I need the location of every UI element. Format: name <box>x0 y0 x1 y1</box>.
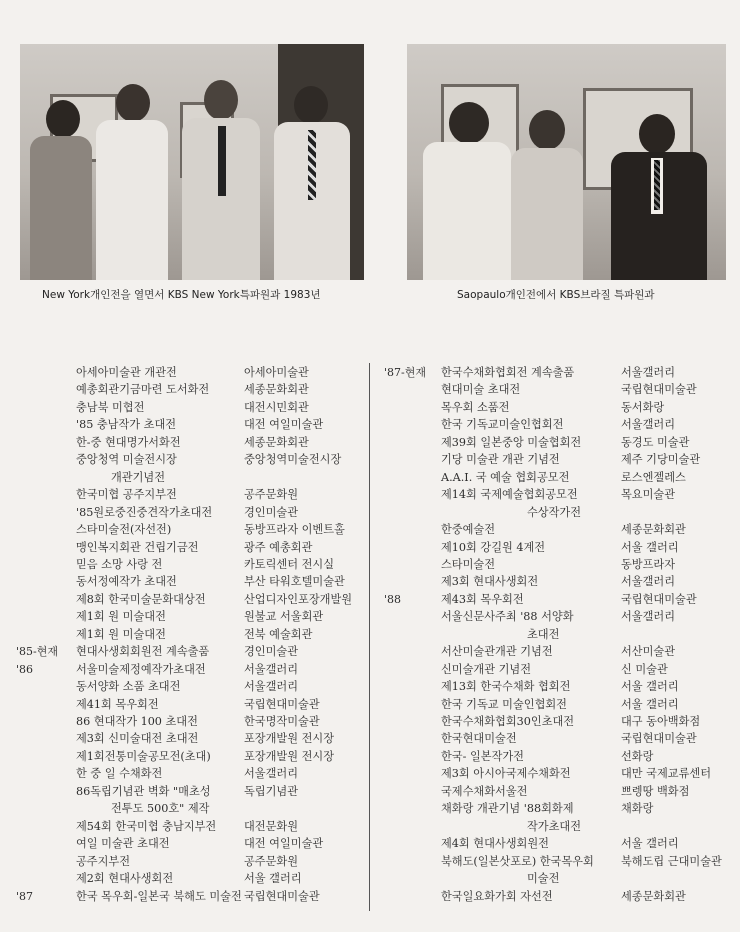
exhibition-title: A.A.I. 국 예술 협회공모전 <box>441 470 570 484</box>
person-woman <box>26 100 96 280</box>
exhibition-title: 스타미술전(자선전) <box>76 523 172 537</box>
exhibition-title: 제41회 목우회전 <box>76 697 159 711</box>
exhibition-title: 제4회 현대사생회원전 <box>441 837 549 851</box>
exhibition-title: 서울미술제정예작가초대전 <box>76 662 206 676</box>
exhibition-venue: 목요미술관 <box>621 488 676 502</box>
exhibition-venue: 세종문화회관 <box>244 383 309 397</box>
exhibition-venue: 공주문화원 <box>244 854 299 868</box>
exhibition-title: 제2회 현대사생회전 <box>76 872 174 886</box>
exhibition-title: '85원로중진중견작가초대전 <box>76 505 213 519</box>
exhibition-venue: 서울 갤러리 <box>621 697 679 711</box>
exhibition-venue: 대전시민회관 <box>244 400 309 414</box>
exhibition-title: 제54회 한국미협 충남지부전 <box>76 819 217 833</box>
exhibition-title: 공주지부전 <box>76 854 131 868</box>
exhibition-venue: 세종문화회관 <box>621 523 686 537</box>
person-man-white-shirt <box>419 102 515 280</box>
exhibition-venue: 서울 갤러리 <box>621 540 679 554</box>
exhibition-title: 한국 기독교미술인협회전 <box>441 418 564 432</box>
exhibition-title: 한국미협 공주지부전 <box>76 488 177 502</box>
exhibition-venue: 경인미술관 <box>244 645 299 659</box>
exhibition-venue: 서울갤러리 <box>244 680 299 694</box>
exhibition-title: 수상작가전 <box>527 505 582 519</box>
exhibition-venue: 독립기념관 <box>244 784 299 798</box>
exhibition-venue: 국립현대미술관 <box>244 889 320 903</box>
exhibition-title: 여일 미술관 초대전 <box>76 837 170 851</box>
exhibition-year: '88 <box>384 592 402 606</box>
exhibition-venue: 북해도립 근대미술관 <box>621 854 722 868</box>
exhibition-title: 예총회관기금마련 도서화전 <box>76 383 210 397</box>
exhibition-venue: 서울 갤러리 <box>244 872 302 886</box>
exhibition-title: 초대전 <box>527 627 560 641</box>
exhibition-venue: 공주문화원 <box>244 488 299 502</box>
exhibition-title: 제3회 신미술대전 초대전 <box>76 732 199 746</box>
exhibition-venue: 서울갤러리 <box>621 610 676 624</box>
exhibition-venue: 대전 여일미술관 <box>244 418 324 432</box>
photo-new-york <box>20 44 364 280</box>
exhibition-venue: 세종문화회관 <box>244 435 309 449</box>
exhibition-title: 서울신문사주최 '88 서양화 <box>441 610 574 624</box>
exhibition-title: 한국수채화협회30인초대전 <box>441 715 575 728</box>
exhibition-title: 제1회 원 미술대전 <box>76 610 166 624</box>
exhibition-year: '86 <box>16 662 34 676</box>
person-man-light-suit <box>270 86 354 280</box>
exhibition-title: 한-중 현대명가서화전 <box>76 435 181 449</box>
exhibition-venue: 중앙청역미술전시장 <box>244 453 342 467</box>
exhibition-title: 미술전 <box>527 872 560 886</box>
exhibition-venue: 한국명작미술관 <box>244 715 320 728</box>
exhibition-venue: 서울갤러리 <box>244 662 299 676</box>
exhibition-title: 스타미술전 <box>441 557 496 571</box>
exhibition-title: 제13회 한국수채화 협회전 <box>441 680 571 694</box>
exhibition-title: 제8회 한국미술문화대상전 <box>76 592 206 606</box>
exhibition-venue: 대전문화원 <box>244 819 299 833</box>
exhibition-venue: 대전 여일미술관 <box>244 837 324 851</box>
exhibition-title: '85 충남작가 초대전 <box>76 418 177 432</box>
exhibition-title: 개관기념전 <box>111 470 166 484</box>
exhibition-venue: 카토릭센터 전시실 <box>244 557 335 571</box>
exhibition-title: 북해도(일본삿포로) 한국목우회 <box>441 854 594 868</box>
exhibition-title: 제3회 아시아국제수채화전 <box>441 767 571 781</box>
exhibition-title: 중앙청역 미술전시장 <box>76 453 177 467</box>
caption-left: New York개인전을 열면서 KBS New York특파원과 1983년 <box>42 289 321 301</box>
exhibition-venue: 동서화랑 <box>621 400 665 414</box>
exhibition-title: 전투도 500호" 제작 <box>111 802 210 816</box>
exhibition-venue: 세종문화회관 <box>621 889 686 903</box>
exhibition-venue: 서울갤러리 <box>621 418 676 432</box>
exhibition-title: 한국현대미술전 <box>441 732 517 746</box>
exhibition-title: 충남북 미협전 <box>76 400 145 414</box>
exhibition-venue: 서울갤러리 <box>244 767 299 781</box>
exhibition-venue: 아세아미술관 <box>244 366 309 379</box>
exhibition-year: '87 <box>16 889 34 903</box>
exhibition-venue: 동방프라자 이벤트홀 <box>244 523 345 537</box>
exhibition-title: 국제수채화서울전 <box>441 784 528 798</box>
exhibition-venue: 국립현대미술관 <box>621 383 697 397</box>
exhibition-title: 86 현대작가 100 초대전 <box>76 715 198 728</box>
exhibition-title: 86독립기념관 벽화 "매초성 <box>76 784 211 798</box>
exhibition-title: 한국 목우회-일본국 북해도 미술전 <box>76 889 242 903</box>
exhibition-venue: 포장개발원 전시장 <box>244 749 335 763</box>
exhibition-venue: 로스엔젤레스 <box>621 470 686 484</box>
exhibition-venue: 서울갤러리 <box>621 575 676 589</box>
exhibition-venue: 경인미술관 <box>244 505 299 519</box>
exhibition-venue: 부산 타워호텔미술관 <box>244 575 345 589</box>
person-man-white-shirt <box>92 84 172 280</box>
exhibition-venue: 광주 예총회관 <box>244 540 313 554</box>
exhibition-title: 한국일요화가회 자선전 <box>441 889 553 903</box>
exhibition-venue: 채화랑 <box>621 802 654 816</box>
exhibition-venue: 전북 예술회관 <box>244 627 313 641</box>
exhibition-venue: 산업디자인포장개발원 <box>244 592 353 606</box>
exhibition-venue: 서울 갤러리 <box>621 837 679 851</box>
exhibition-title: 맹인복지회관 건립기금전 <box>76 540 199 554</box>
exhibition-title: 아세아미술관 개관전 <box>76 366 177 379</box>
person-man-dark-suit <box>607 114 711 280</box>
exhibition-venue: 서산미술관 <box>621 645 676 659</box>
exhibition-venue: 동경도 미술관 <box>621 435 690 449</box>
exhibition-venue: 서울 갤러리 <box>621 680 679 694</box>
exhibition-title: 기당 미술관 개관 기념전 <box>441 453 560 467</box>
person-man-striped-shirt <box>507 110 587 280</box>
exhibition-venue: 국립현대미술관 <box>621 592 697 606</box>
exhibition-title: 제1회전통미술공모전(초대) <box>76 749 211 763</box>
exhibition-title: 제14회 국제예술협회공모전 <box>441 488 578 502</box>
person-man-jacket <box>178 80 264 280</box>
exhibition-venue: 대구 동아백화점 <box>621 715 701 728</box>
exhibition-venue: 선화랑 <box>621 749 654 763</box>
exhibition-title: 제3회 현대사생회전 <box>441 575 539 589</box>
exhibition-venue: 제주 기당미술관 <box>621 453 701 467</box>
exhibition-title: 동서정예작가 초대전 <box>76 575 177 589</box>
exhibition-title: 현대미술 초대전 <box>441 383 521 397</box>
exhibition-title: 한중예술전 <box>441 523 496 537</box>
exhibition-venue: 포장개발원 전시장 <box>244 732 335 746</box>
exhibition-venue: 동방프라자 <box>621 557 676 571</box>
exhibition-venue: 원불교 서울회관 <box>244 610 324 624</box>
exhibition-venue: 쁘렝땅 백화점 <box>621 784 690 798</box>
exhibition-title: 제39회 일본중앙 미술협회전 <box>441 435 582 449</box>
exhibition-title: 채화랑 개관기념 '88회화제 <box>441 802 574 816</box>
exhibition-title: 동서양화 소품 초대전 <box>76 680 181 694</box>
exhibition-title: 제1회 원 미술대전 <box>76 627 166 641</box>
caption-right: Saopaulo개인전에서 KBS브라질 특파원과 <box>457 289 655 301</box>
exhibition-title: 제43회 목우회전 <box>441 592 524 606</box>
exhibition-venue: 국립현대미술관 <box>244 697 320 711</box>
column-divider <box>369 363 370 911</box>
exhibition-title: 한국 기독교 미술인협회전 <box>441 697 567 711</box>
exhibition-title: 믿음 소망 사랑 전 <box>76 557 163 571</box>
exhibition-title: 한국- 일본작가전 <box>441 749 524 763</box>
exhibition-title: 목우회 소품전 <box>441 400 510 414</box>
photo-saopaulo <box>407 44 726 280</box>
exhibition-year: '87-현재 <box>384 366 426 379</box>
exhibition-title: 제10회 강길원 4계전 <box>441 540 546 554</box>
exhibition-venue: 서울갤러리 <box>621 366 676 379</box>
exhibition-title: 한국수채화협회전 계속출품 <box>441 366 575 379</box>
exhibition-title: 한 중 일 수채화전 <box>76 767 163 781</box>
exhibition-venue: 국립현대미술관 <box>621 732 697 746</box>
exhibition-title: 현대사생회회원전 계속출품 <box>76 645 210 659</box>
exhibition-title: 신미술개관 기념전 <box>441 662 532 676</box>
exhibition-venue: 대만 국제교류센터 <box>621 767 712 781</box>
exhibition-title: 서산미술관개관 기념전 <box>441 645 553 659</box>
exhibition-year: '85-현재 <box>16 645 58 659</box>
exhibition-title: 작가초대전 <box>527 819 582 833</box>
exhibition-venue: 신 미술관 <box>621 662 668 676</box>
